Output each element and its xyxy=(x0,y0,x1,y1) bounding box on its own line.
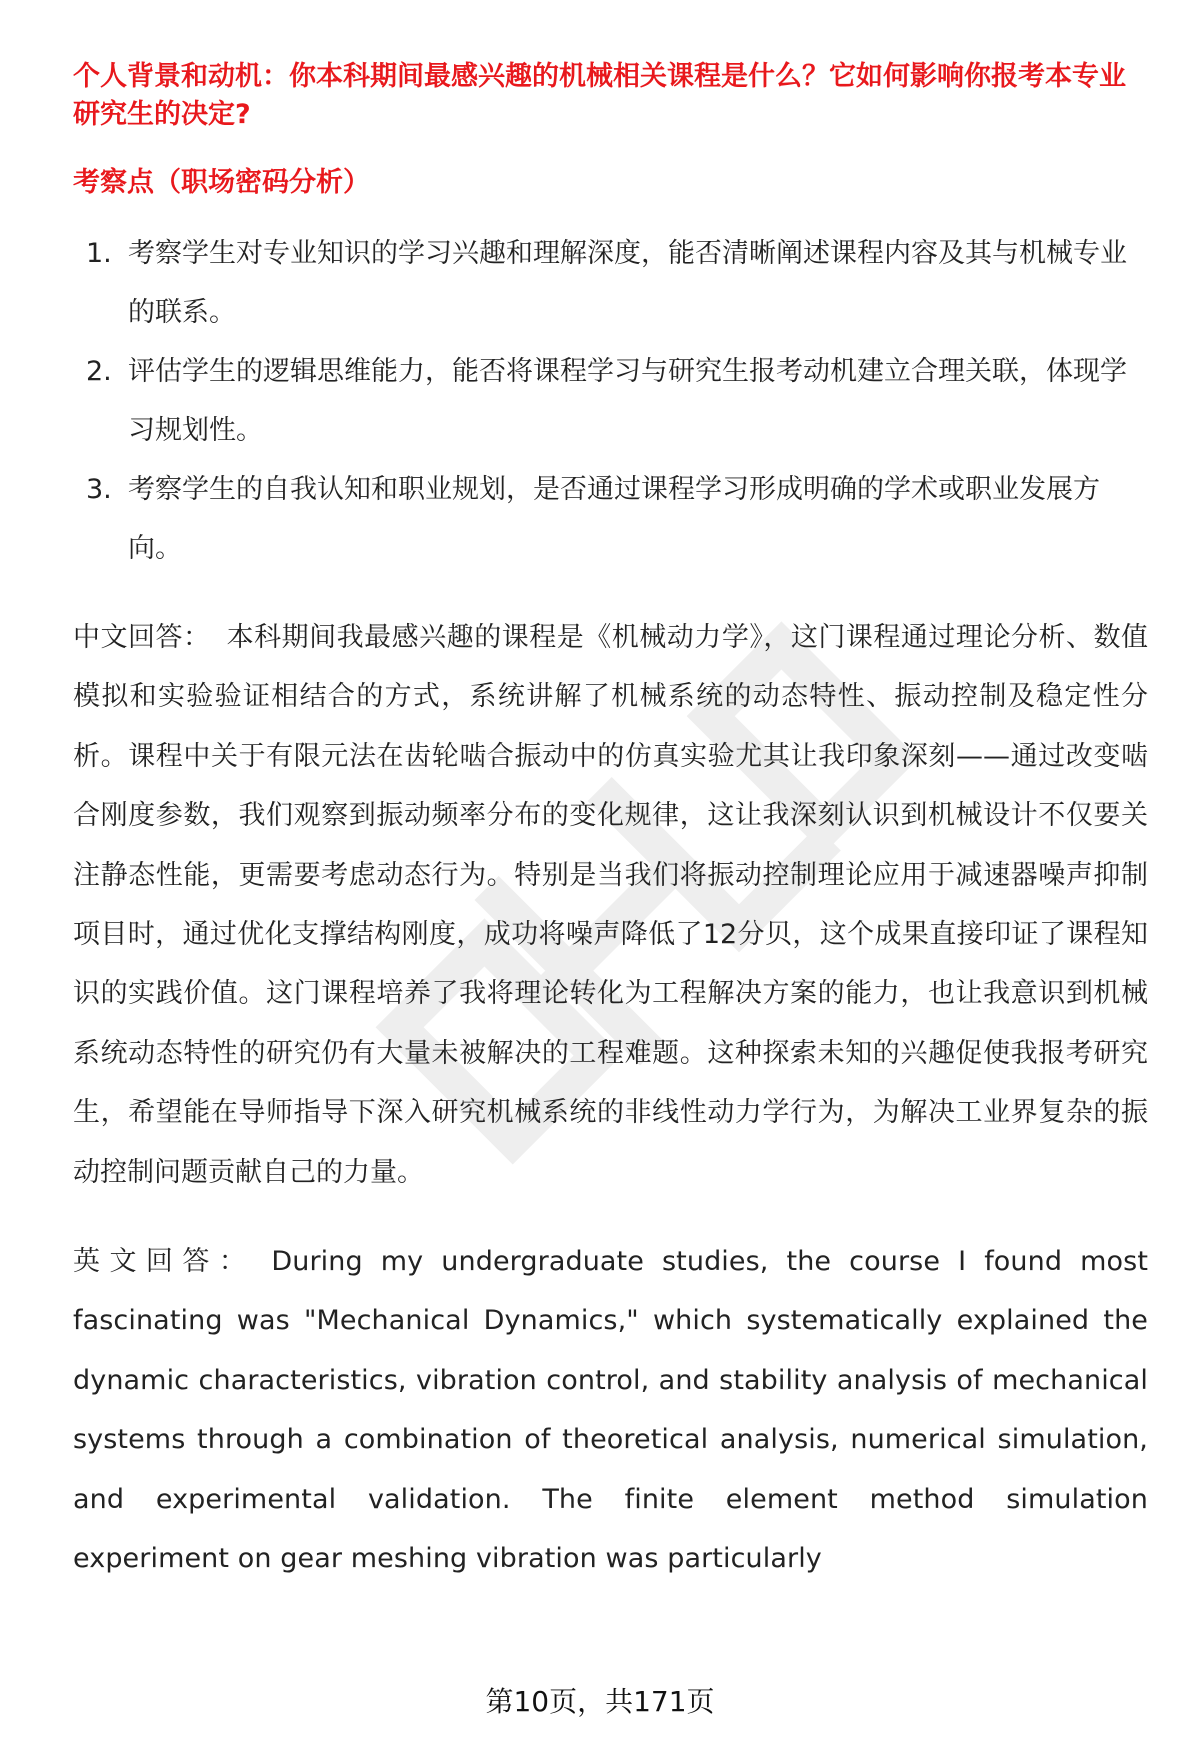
chinese-answer-text: 本科期间我最感兴趣的课程是《机械动力学》，这门课程通过理论分析、数值模拟和实验验证相结合的方式，系统讲解了机械系统的动态特性、振动控制及稳定性分析。课程中关于有限元法在齿轮啮合振动中的仿真实验尤其让我印象深刻——通过改变啮合刚度参数，我们观察到振动频率分布的变化规律，这让我深刻认识到机械设计不仅要关注静态性能，更需要考虑动态行为。特别是当我们将振动控制理论应用于减速器噪声抑制项目时，通过优化支撑结构刚度，成功将噪声降低了12分贝，这个成果直接印证了课程知识的实践价值。这门课程培养了我将理论转化为工程解决方案的能力，也让我意识到机械系统动态特性的研究仍有大量未被解决的工程难题。这种探索未知的兴趣促使我报考研究生，希望能在导师指导下深入研究机械系统的非线性动力学行为，为解决工业界复杂的振动控制问题贡献自己的力量。 xyxy=(73,622,1149,1188)
question-heading: 个人背景和动机：你本科期间最感兴趣的机械相关课程是什么？它如何影响你报考本专业研究生的决定? xyxy=(73,61,1126,130)
assessment-point xyxy=(73,224,1148,342)
chinese-answer xyxy=(73,608,1148,1202)
assessment-points-list xyxy=(73,224,1148,578)
assessment-point xyxy=(73,342,1148,460)
assessment-point xyxy=(73,460,1148,578)
english-answer-text: During my undergraduate studies, the course I found most fascinating was "Mechanical Dynamics," which systematically explained the dynamic characteristics, vibration control, and stability analysis of mechanical systems through a combination of theoretical analysis, numerical simulation, and experimental validation. The finite element method simulation experiment on gear meshing vibration was particularly xyxy=(73,1246,1149,1575)
point-number: 3. xyxy=(86,474,112,505)
page-footer: 第10页，共171页 xyxy=(485,1685,715,1718)
main-content xyxy=(73,58,1148,1589)
point-text: 考察学生的自我认知和职业规划，是否通过课程学习形成明确的学术或职业发展方向。 xyxy=(128,474,1100,564)
point-number: 2. xyxy=(86,356,112,387)
english-answer xyxy=(73,1232,1148,1588)
assessment-points-title: 考察点（职场密码分析） xyxy=(73,167,370,198)
point-text: 考察学生对专业知识的学习兴趣和理解深度，能否清晰阐述课程内容及其与机械专业的联系。 xyxy=(128,238,1127,328)
english-answer-label: 英文回答： xyxy=(73,1246,256,1278)
point-number: 1. xyxy=(86,238,112,269)
chinese-answer-label: 中文回答： xyxy=(73,622,211,653)
point-text: 评估学生的逻辑思维能力，能否将课程学习与研究生报考动机建立合理关联，体现学习规划性。 xyxy=(128,356,1127,446)
